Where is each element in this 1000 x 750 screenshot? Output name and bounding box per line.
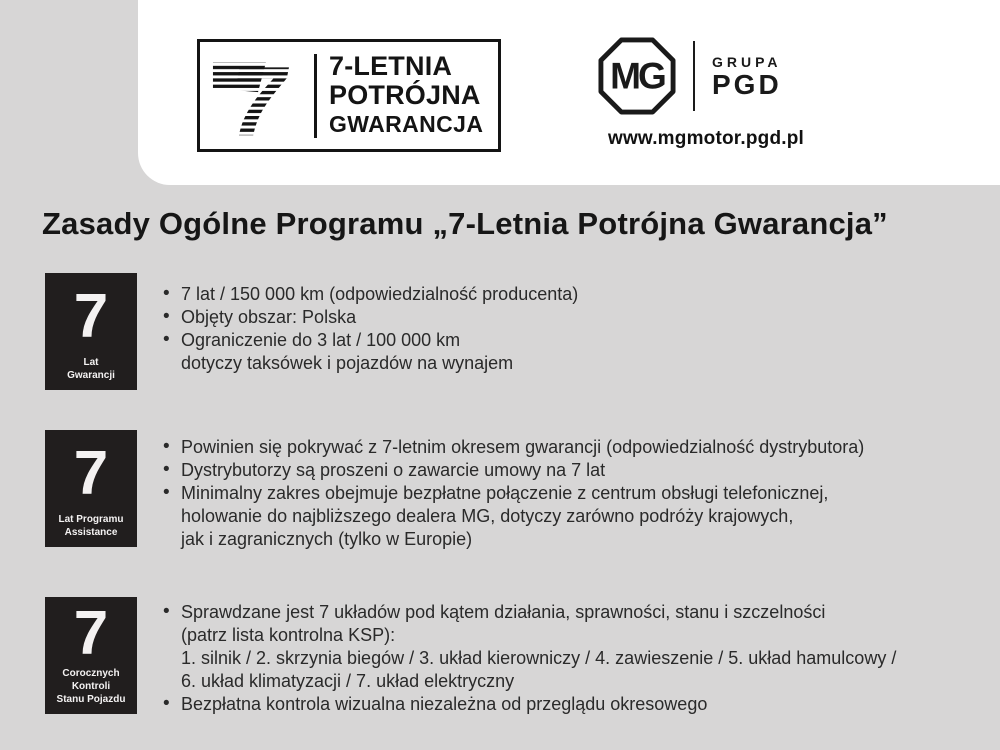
bullet-dot: • — [163, 459, 170, 480]
continuation-line — [163, 528, 864, 551]
line-text: Powinien się pokrywać z 7-letnim okresem gwarancji (odpowiedzialność dystrybutora) — [181, 437, 865, 457]
badge-caption-line: Lat — [83, 357, 99, 368]
continuation-line — [163, 505, 864, 528]
logo-line-2: POTRÓJNA — [329, 80, 481, 110]
continuation-line — [163, 624, 896, 647]
striped-seven-icon — [210, 47, 310, 145]
bullet-line — [163, 459, 864, 482]
logo-divider — [314, 54, 317, 138]
badge-caption — [47, 513, 135, 539]
bullet-line — [163, 306, 578, 329]
continuation-line — [163, 352, 578, 375]
bullet-dot: • — [163, 482, 170, 503]
grupa-label: GRUPA — [712, 54, 782, 70]
mg-logo-icon — [598, 37, 676, 115]
badge-number: 7 — [73, 281, 109, 351]
section-assistance — [45, 430, 995, 547]
program-logo-box — [197, 39, 501, 152]
bullet-line — [163, 482, 864, 505]
bullet-dot: • — [163, 306, 170, 327]
line-text: holowanie do najbliższego dealera MG, dotyczy zarówno podróży krajowych, — [181, 506, 794, 526]
bullet-dot: • — [163, 436, 170, 457]
badge-caption-line: Corocznych Kontroli — [62, 668, 120, 692]
seven-badge-assistance — [45, 430, 137, 547]
seven-badge-inspections — [45, 597, 137, 714]
brand-row — [598, 36, 782, 116]
line-text: dotyczy taksówek i pojazdów na wynajem — [181, 353, 514, 373]
badge-caption-line: Stanu Pojazdu — [56, 694, 126, 705]
line-text: 6. układ klimatyzacji / 7. układ elektryczny — [181, 671, 515, 691]
bullet-dot: • — [163, 601, 170, 622]
badge-caption — [47, 667, 135, 706]
line-text: Objęty obszar: Polska — [181, 307, 357, 327]
badge-caption-line: Lat Programu — [58, 514, 124, 525]
line-text: Sprawdzane jest 7 układów pod kątem działania, sprawności, stanu i szczelności — [181, 602, 826, 622]
page-title: Zasady Ogólne Programu „7-Letnia Potrójna Gwarancja” — [42, 206, 888, 241]
line-text: Dystrybutorzy są proszeni o zawarcie umowy na 7 lat — [181, 460, 606, 480]
bullet-line — [163, 436, 864, 459]
continuation-line — [163, 647, 896, 670]
pgd-label: PGD — [712, 69, 782, 100]
badge-caption — [47, 356, 135, 382]
line-text: Bezpłatna kontrola wizualna niezależna od przeglądu okresowego — [181, 694, 708, 714]
line-text: jak i zagranicznych (tylko w Europie) — [181, 529, 473, 549]
bullet-line — [163, 693, 896, 716]
section-warranty — [45, 273, 995, 390]
bullet-dot: • — [163, 329, 170, 350]
seven-glyph: 7 — [230, 46, 286, 145]
bullet-list — [163, 283, 578, 375]
logo-line-3: GWARANCJA — [329, 111, 484, 137]
line-text: 7 lat / 150 000 km (odpowiedzialność producenta) — [181, 284, 579, 304]
mg-glyph: MG — [610, 54, 664, 97]
brand-divider — [693, 41, 695, 111]
line-text: (patrz lista kontrolna KSP): — [181, 625, 396, 645]
badge-caption-line: Gwarancji — [67, 370, 115, 381]
bullet-list — [163, 601, 896, 716]
bullet-dot: • — [163, 693, 170, 714]
website-url: www.mgmotor.pgd.pl — [607, 128, 805, 149]
badge-number: 7 — [73, 599, 109, 668]
grupa-pgd-logo — [712, 54, 782, 98]
bullet-line — [163, 601, 896, 624]
continuation-line — [163, 670, 896, 693]
bullet-line — [163, 283, 578, 306]
section-inspections — [45, 597, 995, 714]
badge-number: 7 — [73, 438, 109, 508]
logo-line-1: 7-LETNIA — [329, 51, 453, 81]
bullet-dot: • — [163, 283, 170, 304]
line-text: 1. silnik / 2. skrzynia biegów / 3. układ kierowniczy / 4. zawieszenie / 5. układ hamulcowy / — [181, 648, 897, 668]
line-text: Minimalny zakres obejmuje bezpłatne połączenie z centrum obsługi telefonicznej, — [181, 483, 829, 503]
badge-caption-line: Assistance — [64, 527, 118, 538]
program-logo-text — [329, 52, 483, 139]
bullet-line — [163, 329, 578, 352]
seven-badge-warranty — [45, 273, 137, 390]
header-panel — [138, 0, 1000, 185]
line-text: Ograniczenie do 3 lat / 100 000 km — [181, 330, 461, 350]
bullet-list — [163, 436, 864, 551]
